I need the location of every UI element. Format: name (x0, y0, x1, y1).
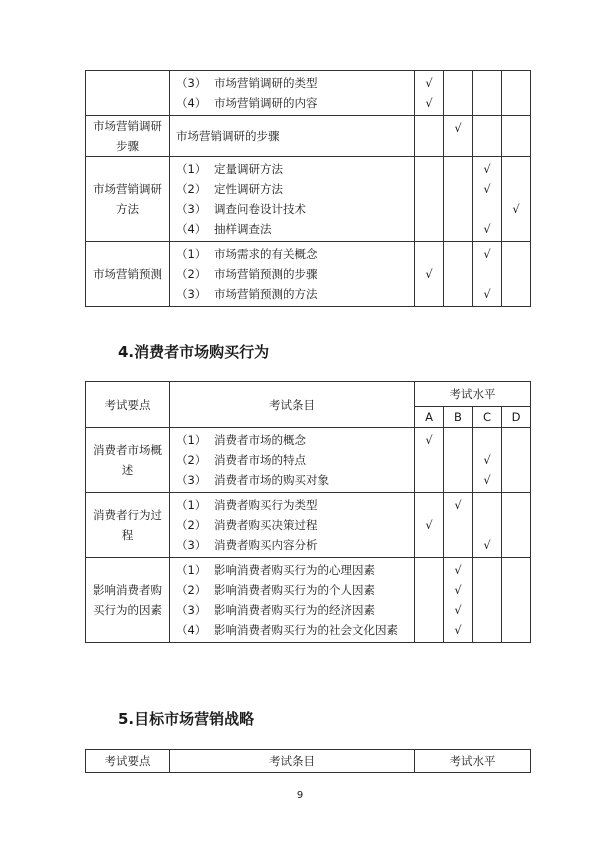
header-items: 考试条目 (170, 382, 415, 428)
header-level-a: A (415, 407, 444, 428)
check-mark (415, 244, 443, 264)
check-mark (444, 219, 472, 239)
check-mark (444, 450, 472, 470)
list-item (176, 450, 408, 470)
list-item (176, 515, 408, 535)
level-cell-d (502, 428, 531, 493)
item-text: 影响消费者购买行为的心理因素 (214, 563, 375, 577)
item-text: 消费者市场的概念 (214, 433, 306, 447)
item-number: （1） (176, 162, 207, 176)
level-cell-a (415, 157, 444, 242)
table-row (86, 116, 531, 157)
list-item (176, 159, 408, 179)
level-cell-a (415, 116, 444, 157)
item-text: 定性调研方法 (214, 182, 283, 196)
level-cell-d (502, 157, 531, 242)
item-text: 消费者市场的特点 (214, 453, 306, 467)
section-5-title: 5.目标市场营销战略 (118, 710, 255, 728)
item-number: （1） (176, 498, 207, 512)
item-number: （3） (176, 202, 207, 216)
items-cell (170, 558, 415, 643)
check-mark (502, 73, 530, 93)
table-row (86, 558, 531, 643)
check-mark: √ (425, 518, 433, 532)
level-cell-a (415, 493, 444, 558)
list-item (176, 219, 408, 239)
check-mark (473, 515, 501, 535)
header-point: 考试要点 (86, 382, 170, 428)
item-number: （3） (176, 603, 207, 617)
check-mark (444, 470, 472, 490)
topic-cell: 市场营销调研步骤 (86, 116, 170, 157)
item-number: （4） (176, 623, 207, 637)
level-cell-c (473, 116, 502, 157)
check-mark (502, 118, 530, 138)
item-text: 市场需求的有关概念 (214, 247, 318, 261)
items-cell (170, 116, 415, 157)
check-mark (473, 580, 501, 600)
item-number: （2） (176, 182, 207, 196)
table-row (86, 428, 531, 493)
check-mark (444, 430, 472, 450)
item-text: 影响消费者购买行为的经济因素 (214, 603, 375, 617)
check-mark (502, 244, 530, 264)
check-mark: √ (483, 453, 491, 467)
check-mark (473, 620, 501, 640)
table-marketing-research (85, 70, 531, 307)
check-mark (473, 199, 501, 219)
header-level-b: B (444, 407, 473, 428)
level-cell-b (444, 71, 473, 116)
check-mark (444, 264, 472, 284)
item-number: （1） (176, 563, 207, 577)
check-mark (502, 600, 530, 620)
check-mark (415, 560, 443, 580)
list-item (176, 580, 408, 600)
level-cell-d (502, 116, 531, 157)
level-cell-c (473, 558, 502, 643)
items-cell (170, 157, 415, 242)
table-consumer-behavior (85, 381, 531, 643)
level-cell-b (444, 116, 473, 157)
check-mark: √ (454, 583, 462, 597)
check-mark (444, 199, 472, 219)
check-mark: √ (483, 162, 491, 176)
item-number: （3） (176, 287, 207, 301)
check-mark (415, 284, 443, 304)
check-mark (502, 470, 530, 490)
check-mark (502, 284, 530, 304)
check-mark: √ (483, 247, 491, 261)
check-mark: √ (483, 473, 491, 487)
section-4-title: 4.消费者市场购买行为 (118, 343, 270, 361)
check-mark: √ (483, 287, 491, 301)
level-cell-c (473, 428, 502, 493)
level-cell-a (415, 242, 444, 307)
list-item (176, 93, 408, 113)
item-text: 影响消费者购买行为的社会文化因素 (214, 623, 398, 637)
level-cell-b (444, 242, 473, 307)
item-number: （2） (176, 453, 207, 467)
check-mark (502, 450, 530, 470)
list-item (176, 199, 408, 219)
check-mark (502, 535, 530, 555)
item-text: 影响消费者购买行为的个人因素 (214, 583, 375, 597)
check-mark: √ (454, 498, 462, 512)
item-number: （2） (176, 267, 207, 281)
item-text: 市场营销预测的步骤 (214, 267, 318, 281)
level-cell-b (444, 157, 473, 242)
item-number: （3） (176, 473, 207, 487)
items-cell (170, 71, 415, 116)
check-mark (502, 495, 530, 515)
item-text: 调查问卷设计技术 (214, 202, 306, 216)
list-item (176, 179, 408, 199)
check-mark (502, 264, 530, 284)
check-mark (473, 495, 501, 515)
items-cell (170, 242, 415, 307)
level-cell-d (502, 493, 531, 558)
table-row (86, 71, 531, 116)
item-number: （2） (176, 518, 207, 532)
item-text: 消费者购买行为类型 (214, 498, 318, 512)
check-mark (502, 560, 530, 580)
check-mark (415, 535, 443, 555)
level-cell-d (502, 558, 531, 643)
check-mark (473, 93, 501, 113)
level-cell-d (502, 242, 531, 307)
item-text: 定量调研方法 (214, 162, 283, 176)
check-mark (473, 600, 501, 620)
check-mark (473, 264, 501, 284)
check-mark (502, 219, 530, 239)
item-number: （1） (176, 433, 207, 447)
list-item (176, 244, 408, 264)
check-mark (444, 93, 472, 113)
check-mark (444, 159, 472, 179)
check-mark: √ (454, 121, 462, 135)
table-row (86, 242, 531, 307)
item-text: 市场营销调研的步骤 (176, 129, 280, 143)
level-cell-a (415, 558, 444, 643)
check-mark: √ (483, 222, 491, 236)
check-mark: √ (483, 538, 491, 552)
check-mark: √ (512, 202, 520, 216)
check-mark (502, 159, 530, 179)
check-mark: √ (425, 433, 433, 447)
topic-cell: 消费者市场概述 (86, 428, 170, 493)
header-level-d: D (502, 407, 531, 428)
level-cell-c (473, 157, 502, 242)
level-cell-d (502, 71, 531, 116)
header-level-c: C (473, 407, 502, 428)
level-cell-a (415, 71, 444, 116)
check-mark: √ (454, 623, 462, 637)
check-mark (415, 159, 443, 179)
item-number: （4） (176, 96, 207, 110)
check-mark (444, 284, 472, 304)
check-mark: √ (454, 603, 462, 617)
check-mark (415, 470, 443, 490)
check-mark (502, 179, 530, 199)
check-mark (444, 515, 472, 535)
list-item (176, 600, 408, 620)
check-mark (415, 179, 443, 199)
check-mark (473, 560, 501, 580)
check-mark (415, 620, 443, 640)
check-mark (444, 244, 472, 264)
check-mark (502, 620, 530, 640)
list-item (176, 620, 408, 640)
check-mark (473, 430, 501, 450)
item-text: 市场营销预测的方法 (214, 287, 318, 301)
check-mark: √ (425, 267, 433, 281)
check-mark (502, 430, 530, 450)
header-level: 考试水平 (415, 750, 531, 773)
item-text: 抽样调查法 (214, 222, 272, 236)
check-mark (444, 179, 472, 199)
check-mark (473, 73, 501, 93)
list-item (176, 470, 408, 490)
check-mark (415, 199, 443, 219)
list-item (176, 495, 408, 515)
level-cell-c (473, 493, 502, 558)
check-mark (415, 219, 443, 239)
check-mark (502, 515, 530, 535)
list-item (176, 264, 408, 284)
check-mark (415, 118, 443, 138)
topic-cell: 市场营销预测 (86, 242, 170, 307)
level-cell-b (444, 428, 473, 493)
check-mark (415, 450, 443, 470)
level-cell-a (415, 428, 444, 493)
check-mark (444, 73, 472, 93)
page-number: 9 (296, 790, 304, 801)
table-row (86, 157, 531, 242)
topic-cell: 影响消费者购买行为的因素 (86, 558, 170, 643)
header-point: 考试要点 (86, 750, 170, 773)
list-item (176, 284, 408, 304)
item-text: 消费者购买内容分析 (214, 538, 318, 552)
list-item (176, 126, 408, 146)
header-level: 考试水平 (415, 382, 531, 407)
check-mark (473, 118, 501, 138)
header-items: 考试条目 (170, 750, 415, 773)
item-number: （1） (176, 247, 207, 261)
level-cell-c (473, 71, 502, 116)
item-text: 市场营销调研的类型 (214, 76, 318, 90)
list-item (176, 535, 408, 555)
item-text: 市场营销调研的内容 (214, 96, 318, 110)
item-number: （3） (176, 76, 207, 90)
level-cell-c (473, 242, 502, 307)
check-mark (502, 93, 530, 113)
item-number: （2） (176, 583, 207, 597)
items-cell (170, 428, 415, 493)
table-row (86, 493, 531, 558)
level-cell-b (444, 493, 473, 558)
check-mark: √ (454, 563, 462, 577)
check-mark (444, 535, 472, 555)
check-mark (502, 580, 530, 600)
check-mark: √ (425, 76, 433, 90)
topic-cell (86, 71, 170, 116)
check-mark (415, 600, 443, 620)
topic-cell: 消费者行为过程 (86, 493, 170, 558)
list-item (176, 430, 408, 450)
item-number: （3） (176, 538, 207, 552)
items-cell (170, 493, 415, 558)
check-mark: √ (425, 96, 433, 110)
table-target-marketing (85, 749, 531, 773)
check-mark: √ (483, 182, 491, 196)
check-mark (415, 495, 443, 515)
item-text: 消费者购买决策过程 (214, 518, 318, 532)
level-cell-b (444, 558, 473, 643)
check-mark (415, 580, 443, 600)
item-text: 消费者市场的购买对象 (214, 473, 329, 487)
topic-cell: 市场营销调研方法 (86, 157, 170, 242)
item-number: （4） (176, 222, 207, 236)
list-item (176, 73, 408, 93)
list-item (176, 560, 408, 580)
